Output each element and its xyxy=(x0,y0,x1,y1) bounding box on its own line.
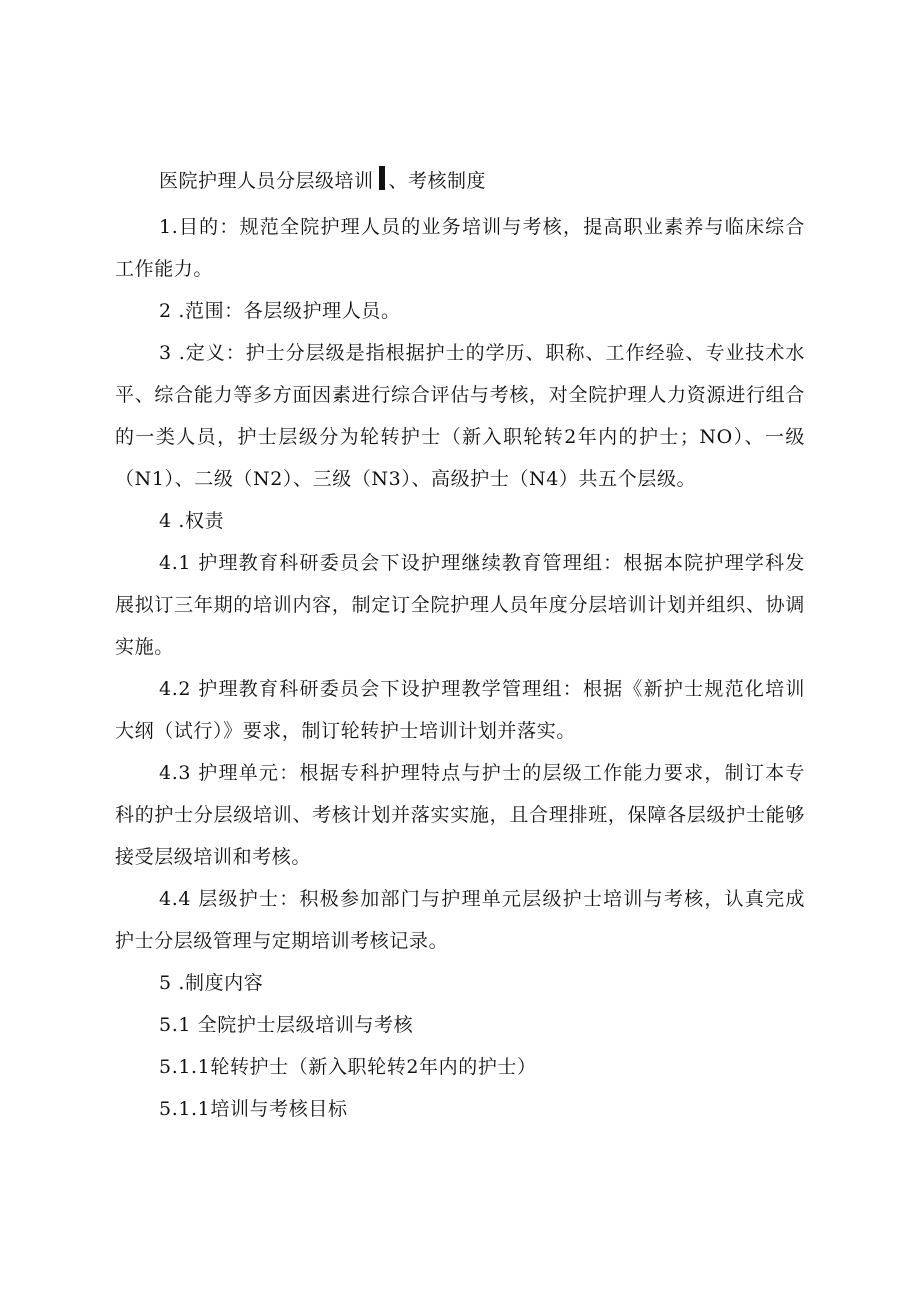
paragraph-4-4: 4.4 层级护士：积极参加部门与护理单元层级护士培训与考核，认真完成护士分层级管理与定期培训考核记录。 xyxy=(115,888,805,952)
document-body xyxy=(115,206,805,1130)
paragraph-5-1-1-goals: 5.1.1培训与考核目标 xyxy=(159,1098,348,1120)
paragraph-5-1: 5.1 全院护士层级培训与考核 xyxy=(159,1014,414,1036)
paragraph-policy-content: 5 .制度内容 xyxy=(159,972,264,994)
paragraph-scope: 2 .范围：各层级护理人员。 xyxy=(159,300,401,322)
title-text-part2: 、考核制度 xyxy=(388,170,487,192)
paragraph-4-1: 4.1 护理教育科研委员会下设护理继续教育管理组：根据本院护理学科发展拟订三年期的培训内容，制定订全院护理人员年度分层培训计划并组织、协调实施。 xyxy=(115,552,805,658)
title-bar-mark xyxy=(379,166,385,190)
document-title xyxy=(159,166,486,196)
paragraph-4-3: 4.3 护理单元：根据专科护理特点与护士的层级工作能力要求，制订本专科的护士分层级培训、考核计划并落实实施，且合理排班，保障各层级护士能够接受层级培训和考核。 xyxy=(115,762,805,868)
paragraph-responsibilities: 4 .权责 xyxy=(159,510,225,532)
paragraph-4-2: 4.2 护理教育科研委员会下设护理教学管理组：根据《新护士规范化培训大纲（试行）》要求，制订轮转护士培训计划并落实。 xyxy=(115,678,805,742)
paragraph-purpose: 1.目的：规范全院护理人员的业务培训与考核，提高职业素养与临床综合工作能力。 xyxy=(115,216,805,280)
paragraph-definition: 3 .定义：护士分层级是指根据护士的学历、职称、工作经验、专业技术水平、综合能力等多方面因素进行综合评估与考核，对全院护理人力资源进行组合的一类人员，护士层级分为轮转护士（新入职轮转2年内的护士；NO）、一级（N1）、二级（N2）、三级（N3）、高级护士（N4）共五个层级。 xyxy=(115,342,805,490)
paragraph-5-1-1-rotation: 5.1.1轮转护士（新入职轮转2年内的护士） xyxy=(159,1056,537,1078)
title-text-part1: 医院护理人员分层级培训 xyxy=(159,170,374,192)
